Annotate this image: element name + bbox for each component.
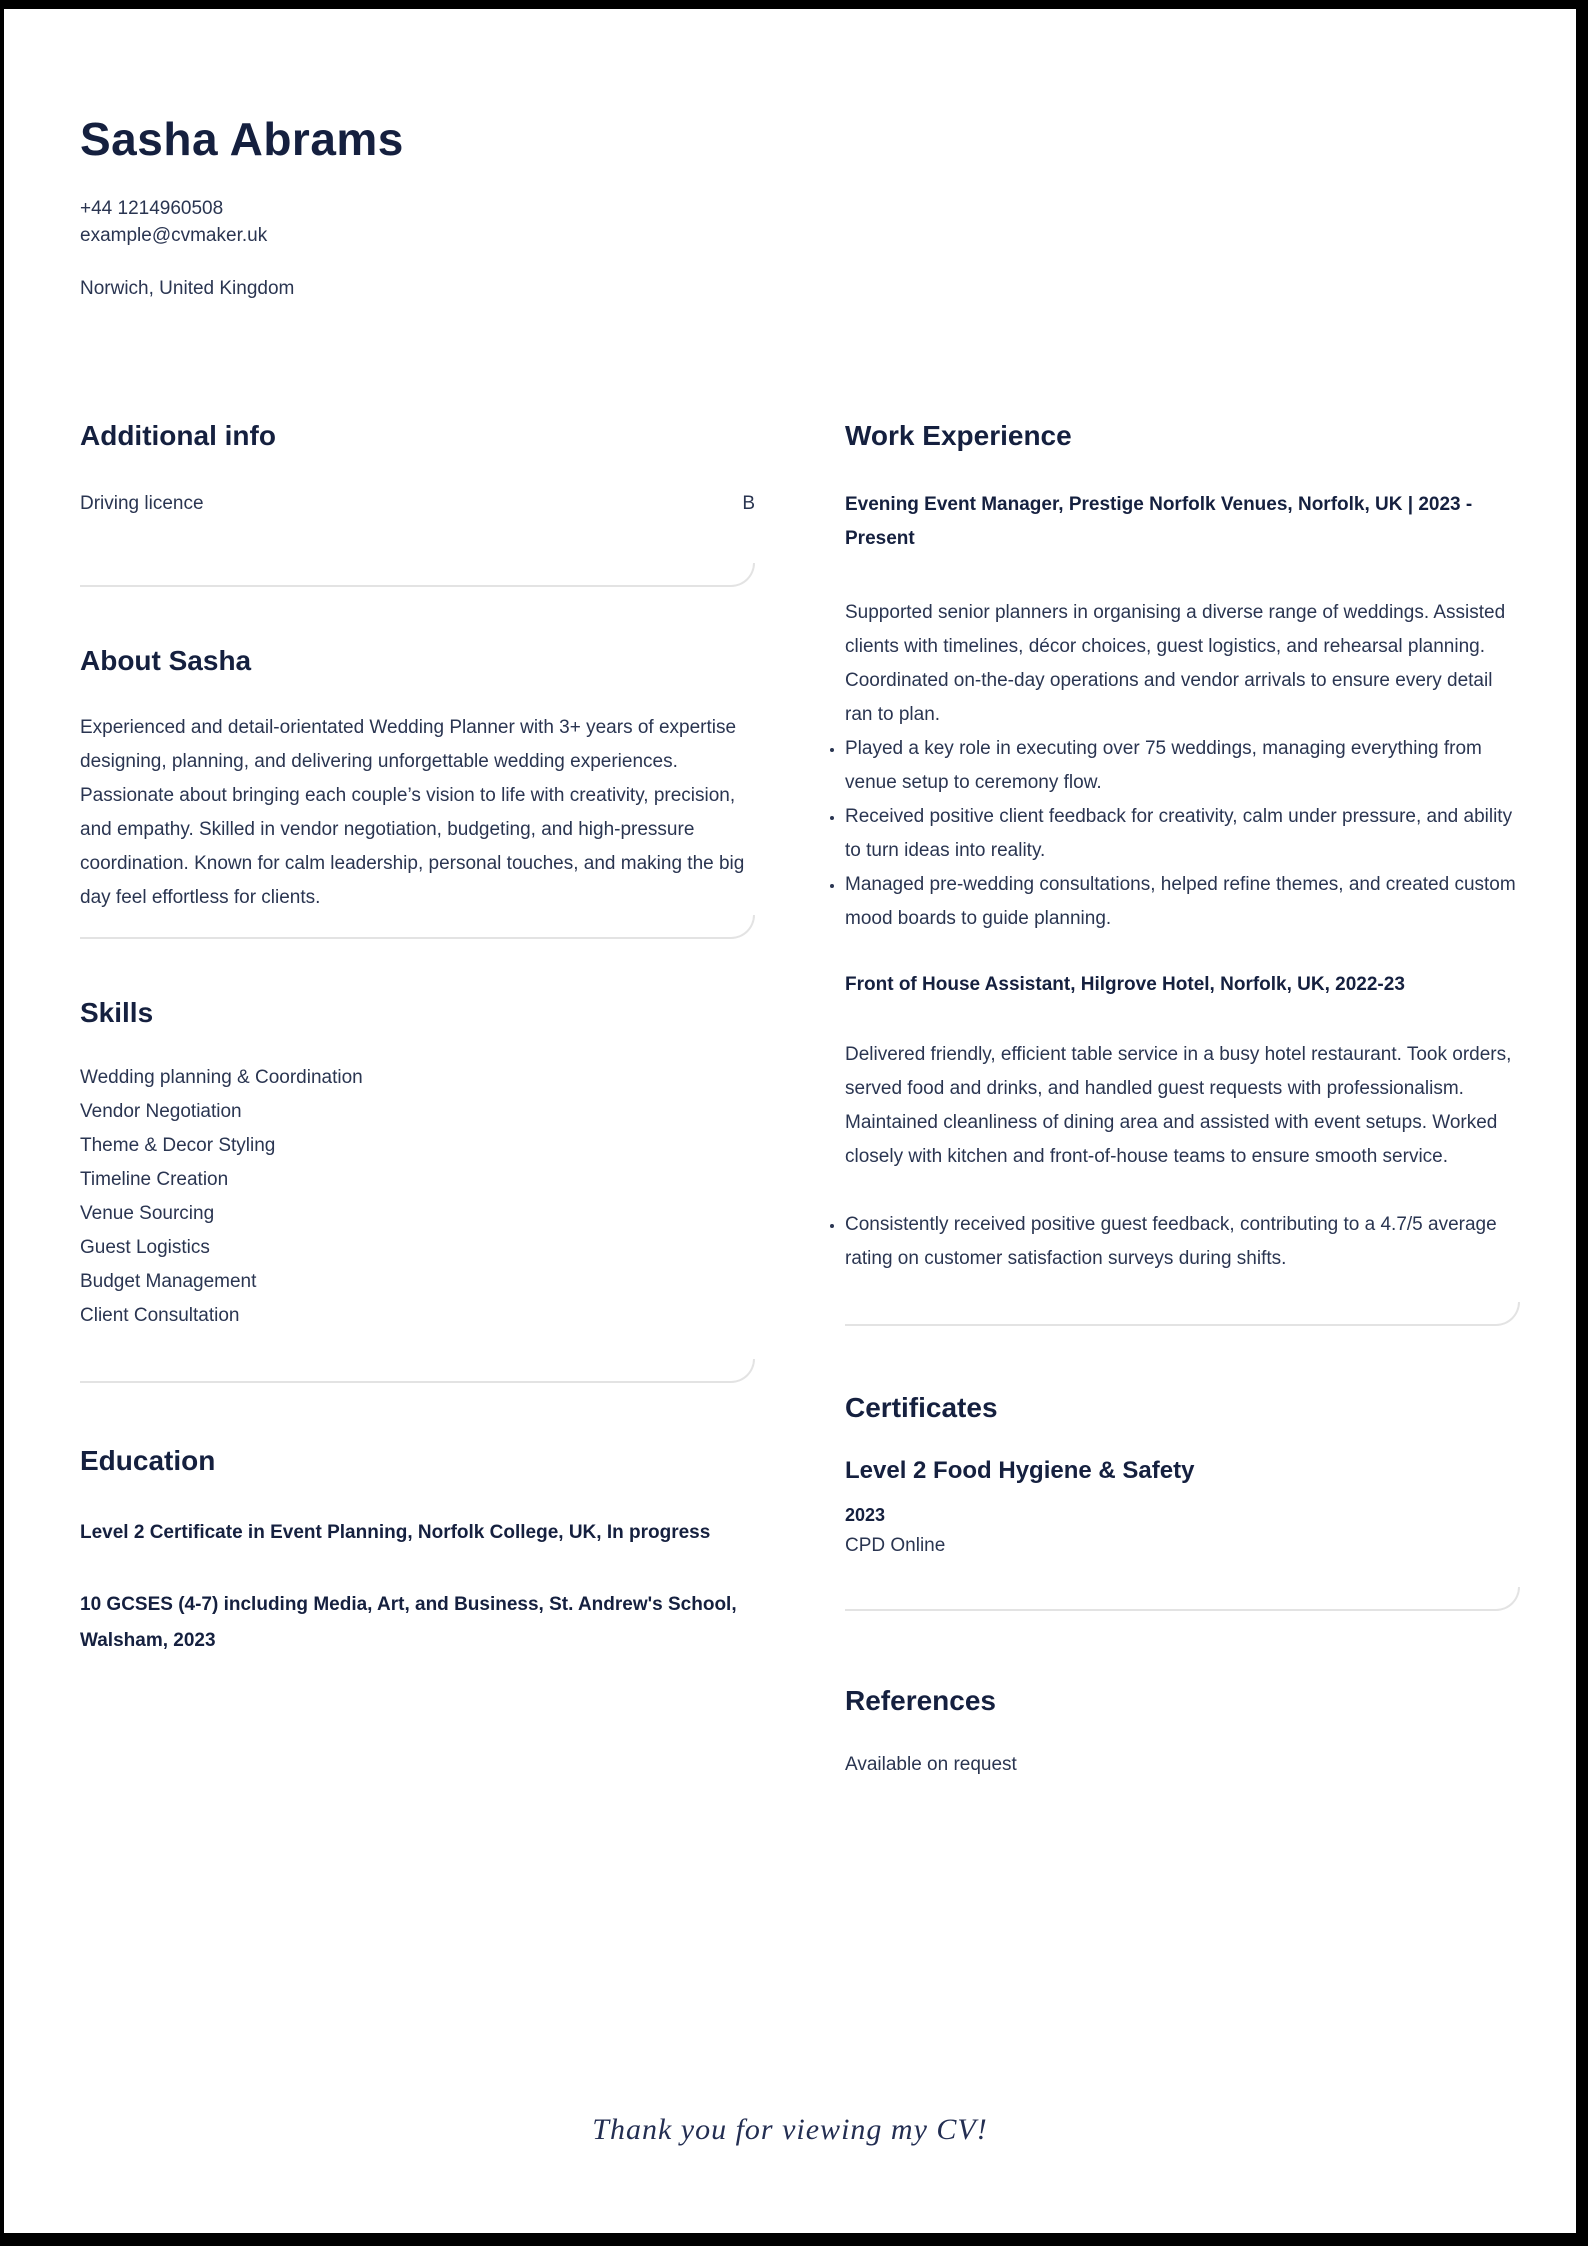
footer-note: Thank you for viewing my CV! xyxy=(592,2113,988,2146)
driving-licence-label: Driving licence xyxy=(80,493,204,514)
section-divider xyxy=(80,915,755,939)
certificate-name: Level 2 Food Hygiene & Safety xyxy=(845,1457,1195,1484)
section-divider xyxy=(80,563,755,587)
skill-item: Budget Management xyxy=(80,1271,257,1292)
section-divider xyxy=(845,1587,1520,1611)
job-title: Front of House Assistant, Hilgrove Hotel, Norfolk, UK, 2022-23 xyxy=(845,974,1405,995)
job-bullet: • Received positive client feedback for creativity, calm under pressure, and ability to turn ideas into reality. xyxy=(845,800,1520,868)
certificate-year: 2023 xyxy=(845,1505,886,1525)
section-divider xyxy=(80,1359,755,1383)
job-description: Delivered friendly, efficient table service in a busy hotel restaurant. Took orders, served food and drinks, and handled guest requests with professionalism. Maintained cleanliness of dining area and assisted with event setups. Worked closely with kitchen and front-of-house teams to ensure smooth service. xyxy=(845,1044,1512,1167)
education-item: Level 2 Certificate in Event Planning, Norfolk College, UK, In progress xyxy=(80,1522,711,1543)
job-entry xyxy=(845,968,1520,1276)
work-experience-section xyxy=(845,418,1520,1326)
about-section xyxy=(80,643,755,939)
skill-item: Timeline Creation xyxy=(80,1169,229,1190)
education-heading: Education xyxy=(80,1445,216,1476)
right-column xyxy=(845,418,1520,1778)
job-title: Evening Event Manager, Prestige Norfolk Venues, Norfolk, UK | 2023 - Present xyxy=(845,494,1473,549)
skills-list xyxy=(80,1061,755,1333)
skill-item: Venue Sourcing xyxy=(80,1203,215,1224)
certificates-section xyxy=(845,1390,1520,1611)
skill-item: Vendor Negotiation xyxy=(80,1101,242,1122)
section-divider xyxy=(845,1302,1520,1326)
skills-heading: Skills xyxy=(80,997,154,1028)
contact-email: example@cvmaker.uk xyxy=(80,225,268,246)
cv-header xyxy=(80,109,1524,302)
references-section xyxy=(845,1683,1520,1778)
left-column xyxy=(80,418,755,1778)
about-text: Experienced and detail-orientated Wedding Planner with 3+ years of expertise designing, planning, and delivering unforgettable wedding experiences. Passionate about bringing each couple’s vision to life with creativity, precision, and empathy. Skilled in vendor negotiation, budgeting, and high-pressure coordination. Known for calm leadership, personal touches, and making the big day feel effortless for clients. xyxy=(80,717,745,908)
education-item: 10 GCSES (4-7) including Media, Art, and Business, St. Andrew's School, Walsham, 2023 xyxy=(80,1594,737,1651)
skills-section xyxy=(80,995,755,1383)
job-entry xyxy=(845,488,1520,936)
skill-item: Client Consultation xyxy=(80,1305,240,1326)
certificates-heading: Certificates xyxy=(845,1392,998,1423)
skill-item: Wedding planning & Coordination xyxy=(80,1067,363,1088)
contact-phone: +44 1214960508 xyxy=(80,198,224,219)
certificate-entry xyxy=(845,1454,1520,1561)
driving-licence-value: B xyxy=(742,493,755,514)
work-experience-heading: Work Experience xyxy=(845,420,1072,451)
two-column-layout xyxy=(80,418,1524,1778)
candidate-name: Sasha Abrams xyxy=(80,113,404,165)
skill-item: Theme & Decor Styling xyxy=(80,1135,276,1156)
education-section xyxy=(80,1443,755,1659)
job-bullet: • Played a key role in executing over 75 weddings, managing everything from venue setup to ceremony flow. xyxy=(845,732,1520,800)
cv-page xyxy=(4,9,1576,2233)
skill-item: Guest Logistics xyxy=(80,1237,210,1258)
contact-block xyxy=(80,195,1524,249)
additional-info-section xyxy=(80,418,755,587)
references-heading: References xyxy=(845,1685,996,1716)
job-bullet: • Consistently received positive guest feedback, contributing to a 4.7/5 average rating on customer satisfaction surveys during shifts. xyxy=(845,1208,1520,1276)
job-description: Supported senior planners in organising a diverse range of weddings. Assisted clients with timelines, décor choices, guest logistics, and rehearsal planning. Coordinated on-the-day operations and vendor arrivals to ensure every detail ran to plan. xyxy=(845,602,1506,725)
about-heading: About Sasha xyxy=(80,645,252,676)
certificate-issuer: CPD Online xyxy=(845,1535,946,1556)
references-text: Available on request xyxy=(845,1754,1017,1775)
job-bullet-list xyxy=(845,1208,1520,1276)
cv-content xyxy=(4,9,1576,2233)
additional-info-heading: Additional info xyxy=(80,420,276,451)
job-bullet-list xyxy=(845,732,1520,936)
job-bullet: • Managed pre-wedding consultations, helped refine themes, and created custom mood boards to guide planning. xyxy=(845,868,1520,936)
driving-licence-row xyxy=(80,490,755,517)
contact-location: Norwich, United Kingdom xyxy=(80,278,295,299)
